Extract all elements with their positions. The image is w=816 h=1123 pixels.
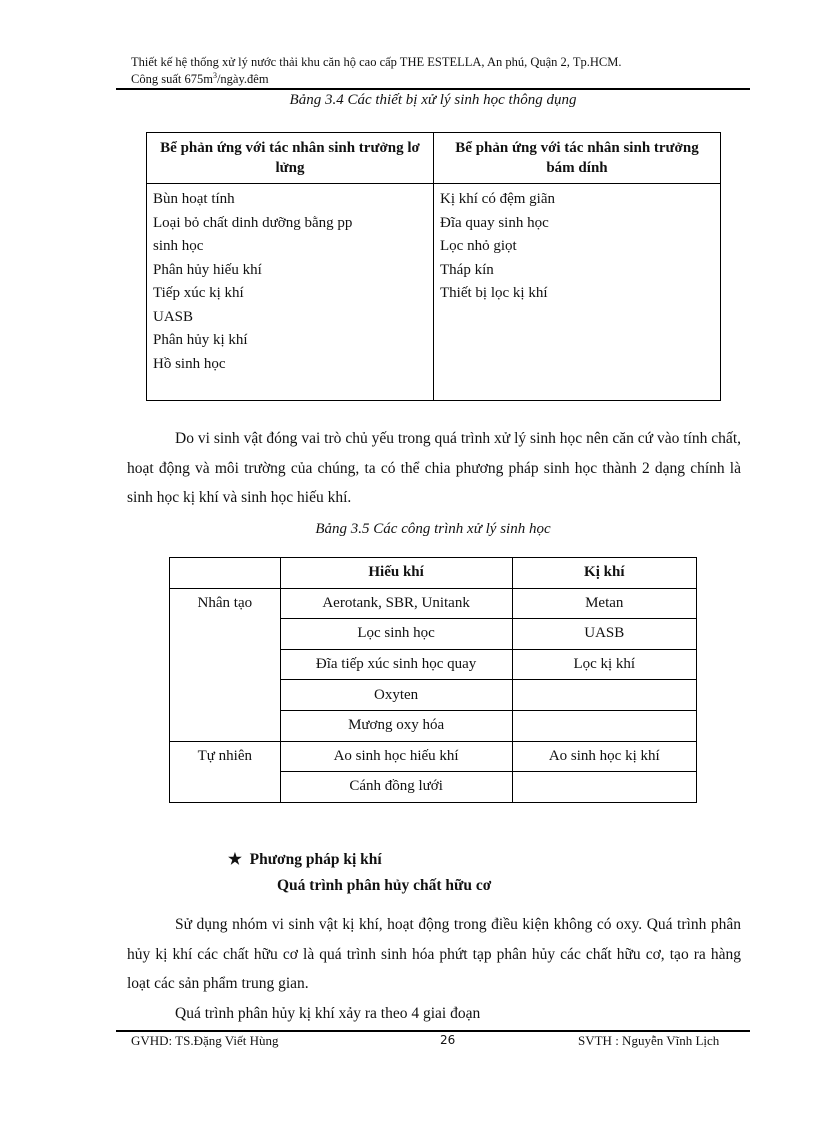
- paragraph-stages: Quá trình phân hủy kị khí xảy ra theo 4 giai đoạn: [175, 1005, 481, 1022]
- table2-header-anaerobic: Kị khí: [512, 558, 696, 589]
- list-item: sinh học: [153, 238, 204, 254]
- table-cell: Aerotank, SBR, Unitank: [280, 588, 512, 619]
- table-biological-equipment: [146, 132, 721, 401]
- footer-rule: [116, 1030, 750, 1032]
- table-cell: Ao sinh học kị khí: [512, 741, 696, 772]
- table-row: [170, 588, 697, 619]
- table-cell: Oxyten: [280, 680, 512, 711]
- table-cell: Mương oxy hóa: [280, 710, 512, 741]
- table-cell: Lọc sinh học: [280, 619, 512, 650]
- table1-col2-cell: [434, 184, 721, 401]
- list-item: Đĩa quay sinh học: [440, 214, 549, 231]
- table-cell: Cánh đồng lưới: [280, 772, 512, 803]
- list-item: UASB: [153, 308, 194, 325]
- list-item: Tháp kín: [440, 261, 494, 278]
- list-item: Thiết bị lọc kị khí: [440, 285, 548, 301]
- header-line-2: Công suất $675m^3/ngày.đêm$: [131, 71, 269, 87]
- table1-col2-header: Bể phản ứng với tác nhân sinh trưởng bám dính: [434, 133, 721, 184]
- table1-caption: Bảng 3.4 Các thiết bị xử lý sinh học thông dụng: [289, 92, 577, 108]
- table-cell: [512, 772, 696, 803]
- table2-group-natural: Tự nhiên: [170, 741, 281, 802]
- table-cell: [512, 710, 696, 741]
- table-biological-works: [169, 557, 697, 803]
- footer-student: SVTH : Nguyễn Vĩnh Lịch: [578, 1033, 720, 1048]
- paragraph-intro: Do vi sinh vật đóng vai trò chủ yếu trong quá trình xử lý sinh học nên căn cứ vào tính chất, hoạt động và môi trường của chúng, ta có thể chia phương pháp sinh học thành 2 dạng chính là sinh học kị khí và sinh học hiếu khí.: [127, 430, 741, 506]
- paragraph-anaerobic: Sử dụng nhóm vi sinh vật kị khí, hoạt động trong điều kiện không có oxy. Quá trình phân hủy kị khí các chất hữu cơ là quá trình sinh hóa phứt tạp phân hủy các chất hữu cơ, tạo ra hàng loạt các sản phẩm trung gian.: [127, 916, 741, 992]
- section-heading: [228, 850, 382, 869]
- table-cell: Lọc kị khí: [512, 649, 696, 680]
- header-line-1: Thiết kế hệ thống xử lý nước thải khu căn hộ cao cấp THE ESTELLA, An phú, Quận 2, Tp.HCM.: [131, 55, 622, 69]
- footer-advisor: GVHD: TS.Đặng Viết Hùng: [131, 1033, 279, 1048]
- section-heading-text: Phương pháp kị khí: [249, 851, 382, 868]
- table-cell: UASB: [512, 619, 696, 650]
- table-row: [170, 741, 697, 772]
- table1-col1-cell: [147, 184, 434, 401]
- list-item: Kị khí có đệm giãn: [440, 191, 555, 207]
- list-item: Tiếp xúc kị khí: [153, 285, 244, 301]
- section-subheading: Quá trình phân hủy chất hữu cơ: [277, 877, 492, 894]
- page-number: 26: [440, 1033, 456, 1047]
- running-header: [131, 55, 771, 86]
- table-cell: Ao sinh học hiếu khí: [280, 741, 512, 772]
- list-item: Phân hủy hiếu khí: [153, 261, 262, 278]
- list-item: Bùn hoạt tính: [153, 191, 235, 207]
- list-item: Loại bỏ chất dinh dưỡng bằng pp: [153, 214, 353, 231]
- list-item: Lọc nhỏ giọt: [440, 238, 517, 254]
- list-item: Hồ sinh học: [153, 355, 226, 372]
- table-cell: [512, 680, 696, 711]
- table2-caption: Bảng 3.5 Các công trình xử lý sinh học: [315, 521, 551, 537]
- list-item: Phân hủy kị khí: [153, 332, 248, 348]
- table1-col1-header: Bể phản ứng với tác nhân sinh trưởng lơ lửng: [147, 133, 434, 184]
- table-cell: Đĩa tiếp xúc sinh học quay: [280, 649, 512, 680]
- header-rule: [116, 88, 750, 90]
- table2-group-artificial: Nhân tạo: [170, 588, 281, 741]
- star-icon: ★: [228, 851, 242, 868]
- table2-header-empty: [170, 558, 281, 589]
- table-cell: Metan: [512, 588, 696, 619]
- table2-header-aerobic: Hiếu khí: [280, 558, 512, 589]
